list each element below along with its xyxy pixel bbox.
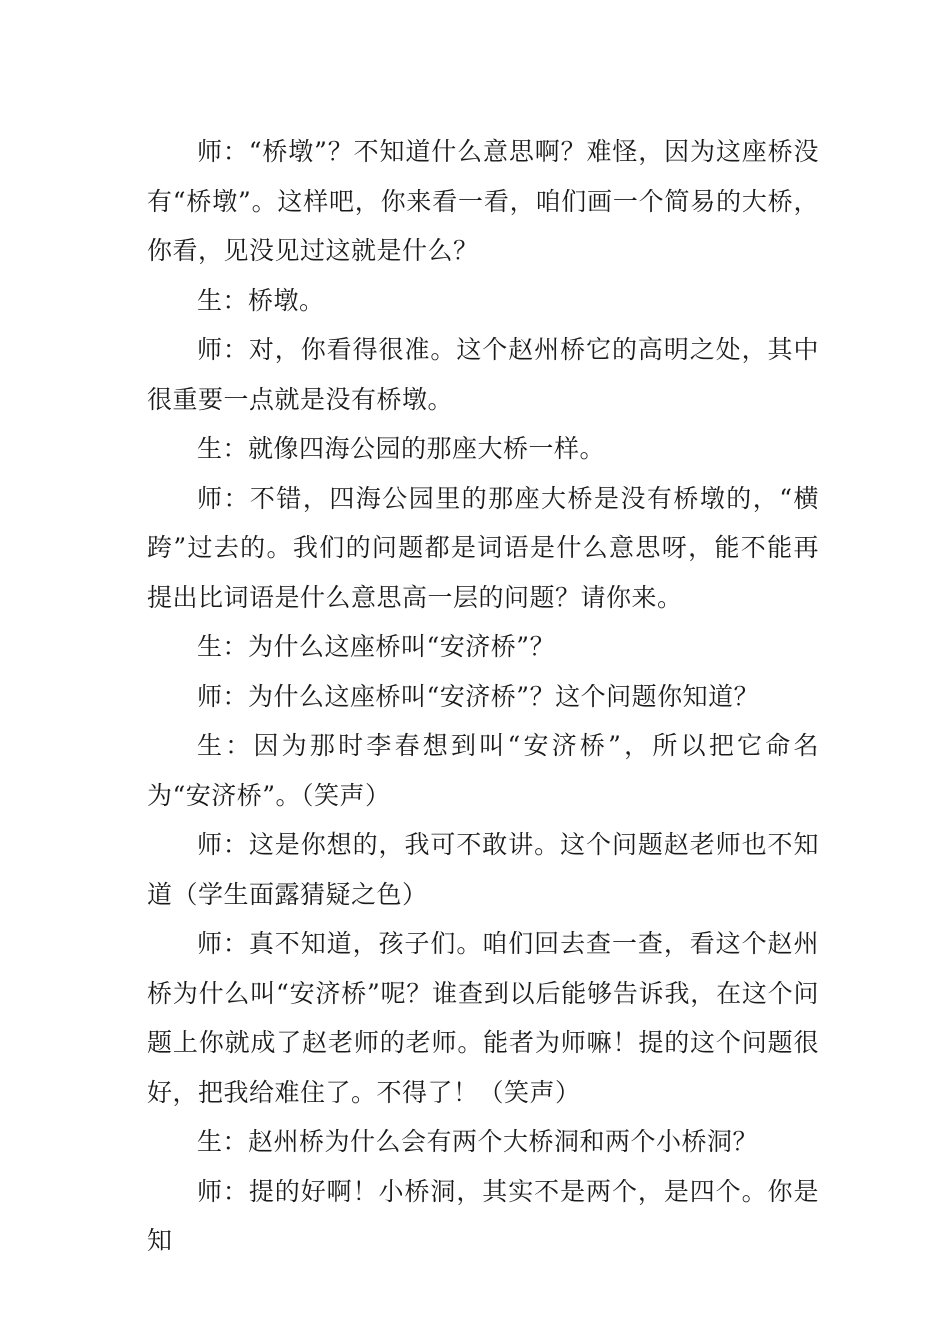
paragraph-5: 师：不错，四海公园里的那座大桥是没有桥墩的，“横跨”过去的。我们的问题都是词语是什么意思呀，能不能再提出比词语是什么意思高一层的问题？请你来。 [147, 483, 819, 612]
paragraph-8: 生：因为那时李春想到叫“安济桥”，所以把它命名为“安济桥”。（笑声） [147, 731, 819, 810]
paragraph-1: 师：“桥墩”？不知道什么意思啊？难怪，因为这座桥没有“桥墩”。这样吧，你来看一看，咱们画一个简易的大桥，你看，见没见过这就是什么？ [147, 137, 819, 265]
paragraph-6: 生：为什么这座桥叫“安济桥”？ [197, 632, 556, 661]
document-body [147, 127, 819, 1266]
paragraph-2: 生：桥墩。 [197, 285, 325, 315]
paragraph-11: 生：赵州桥为什么会有两个大桥洞和两个小桥洞？ [197, 1127, 759, 1156]
paragraph-3: 师：对，你看得很准。这个赵州桥它的高明之处，其中很重要一点就是没有桥墩。 [147, 335, 819, 414]
paragraph-7: 师：为什么这座桥叫“安济桥”？这个问题你知道？ [197, 681, 760, 711]
paragraph-10: 师：真不知道，孩子们。咱们回去查一查，看这个赵州桥为什么叫“安济桥”呢？谁查到以后能够告诉我，在这个问题上你就成了赵老师的老师。能者为师嘛！提的这个问题很好，把我给难住了。不得了！（笑声） [147, 929, 819, 1107]
paragraph-12: 师：提的好啊！小桥洞，其实不是两个，是四个。你是知 [147, 1176, 819, 1255]
paragraph-9: 师：这是你想的，我可不敢讲。这个问题赵老师也不知道（学生面露猜疑之色） [147, 830, 819, 909]
paragraph-4: 生：就像四海公园的那座大桥一样。 [197, 434, 606, 463]
